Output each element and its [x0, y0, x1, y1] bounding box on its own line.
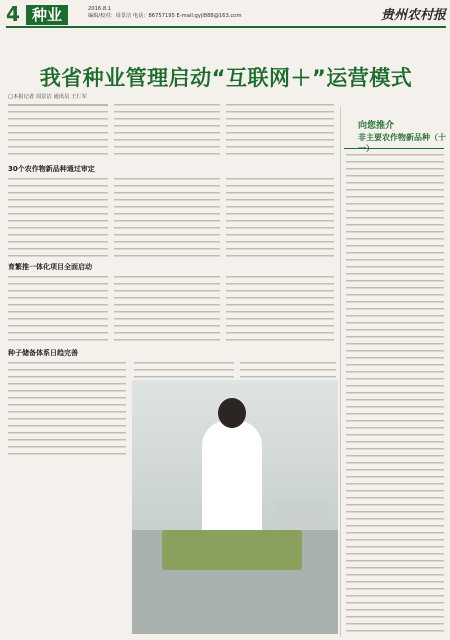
text-column-lines: [114, 274, 220, 346]
phone-info: 电话：86757195: [132, 13, 175, 19]
masthead-logo: 贵州农村报: [380, 8, 446, 23]
issue-date: 2016.8.1: [88, 6, 112, 12]
text-column-lines: [8, 176, 108, 258]
page-header: [6, 4, 446, 28]
text-column-lines: [226, 102, 334, 160]
lab-photo: [132, 380, 338, 634]
text-column-lines: [226, 176, 334, 258]
text-column-lines: [8, 102, 108, 160]
text-column-lines: [114, 102, 220, 160]
researcher-head: [218, 398, 246, 428]
page-number: 4: [6, 2, 20, 26]
email-info: E-mail:gyjl888@163.com: [176, 13, 242, 19]
section-label: 种业: [26, 5, 68, 25]
sidebar-title: 向您推介: [358, 121, 395, 131]
sidebar-rule: [344, 148, 444, 149]
header-info: [88, 6, 242, 20]
subhead-new-varieties: 30个农作物新品种通过审定: [8, 165, 95, 173]
seedling-tray: [162, 530, 302, 570]
text-column-lines: [8, 360, 126, 456]
text-column-lines: [8, 274, 108, 346]
text-column-lines: [346, 152, 444, 632]
text-column-lines: [226, 274, 334, 346]
text-column-lines: [240, 360, 336, 378]
equipment: [277, 500, 327, 530]
article-byline: □本报记者 周景洁 通讯员 王仁军: [8, 94, 87, 100]
text-column-lines: [114, 176, 220, 258]
text-column-lines: [134, 360, 234, 378]
editor-info: 编辑/校对：周景洁: [88, 13, 132, 19]
sidebar-subtitle: 非主要农作物新品种（十: [358, 133, 446, 142]
article-headline: 我省种业管理启动“互联网＋”运营模式: [39, 66, 413, 90]
subhead-seed-reserve: 种子储备体系日趋完善: [8, 349, 78, 357]
subhead-integration: 育繁推一体化项目全面启动: [8, 263, 92, 271]
